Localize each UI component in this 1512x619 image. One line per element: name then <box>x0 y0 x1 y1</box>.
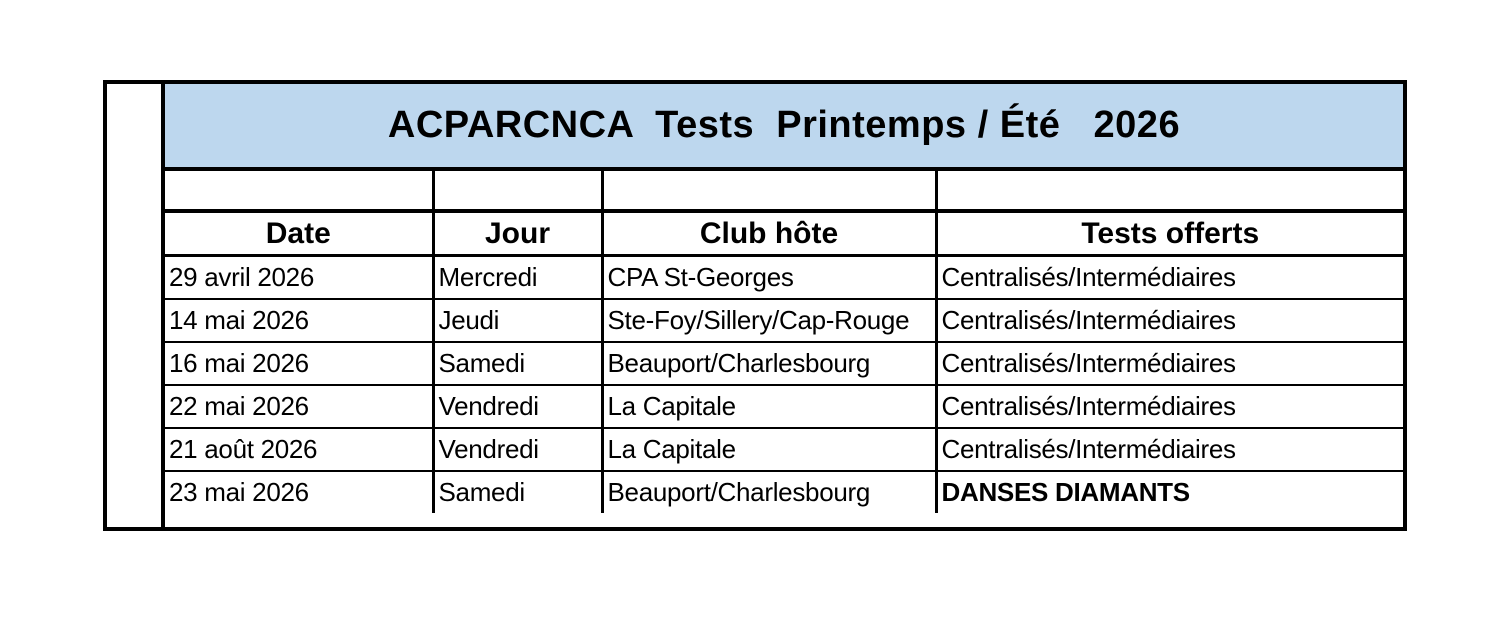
tests-cell: DANSES DIAMANTS <box>941 477 1190 507</box>
schedule-grid <box>165 171 1403 513</box>
table-row <box>165 471 1403 513</box>
table-row <box>165 385 1403 428</box>
schedule-table-body <box>165 84 1403 527</box>
day-cell: Jeudi <box>433 299 602 342</box>
column-header-tests: Tests offerts <box>936 211 1403 256</box>
blank-cell <box>165 171 433 211</box>
tests-cell: Centralisés/Intermédiaires <box>936 299 1403 342</box>
day-cell: Samedi <box>433 471 602 513</box>
table-row <box>165 256 1403 300</box>
day-cell: Samedi <box>433 342 602 385</box>
club-cell: Beauport/Charlesbourg <box>602 342 936 385</box>
blank-row <box>165 171 1403 211</box>
header-row <box>165 211 1403 256</box>
club-cell: Beauport/Charlesbourg <box>602 471 936 513</box>
date-cell: 21 août 2026 <box>165 428 433 471</box>
club-cell: La Capitale <box>602 385 936 428</box>
club-cell: La Capitale <box>602 428 936 471</box>
tests-cell: Centralisés/Intermédiaires <box>936 428 1403 471</box>
table-row <box>165 342 1403 385</box>
column-header-date: Date <box>165 211 433 256</box>
column-header-club: Club hôte <box>602 211 936 256</box>
club-cell: CPA St-Georges <box>602 256 936 300</box>
tests-cell: Centralisés/Intermédiaires <box>936 342 1403 385</box>
table-title: ACPARCNCA Tests Printemps / Été 2026 <box>165 84 1403 171</box>
table-row <box>165 428 1403 471</box>
schedule-table-frame <box>103 80 1407 531</box>
date-cell: 14 mai 2026 <box>165 299 433 342</box>
left-margin-column <box>107 84 165 527</box>
day-cell: Vendredi <box>433 385 602 428</box>
tests-cell: Centralisés/Intermédiaires <box>936 256 1403 300</box>
column-header-jour: Jour <box>433 211 602 256</box>
blank-cell <box>602 171 936 211</box>
date-cell: 22 mai 2026 <box>165 385 433 428</box>
date-cell: 29 avril 2026 <box>165 256 433 300</box>
blank-cell <box>433 171 602 211</box>
club-cell: Ste-Foy/Sillery/Cap-Rouge <box>602 299 936 342</box>
blank-cell <box>936 171 1403 211</box>
day-cell: Vendredi <box>433 428 602 471</box>
day-cell: Mercredi <box>433 256 602 300</box>
tests-cell: Centralisés/Intermédiaires <box>936 385 1403 428</box>
date-cell: 23 mai 2026 <box>165 471 433 513</box>
date-cell: 16 mai 2026 <box>165 342 433 385</box>
table-row <box>165 299 1403 342</box>
